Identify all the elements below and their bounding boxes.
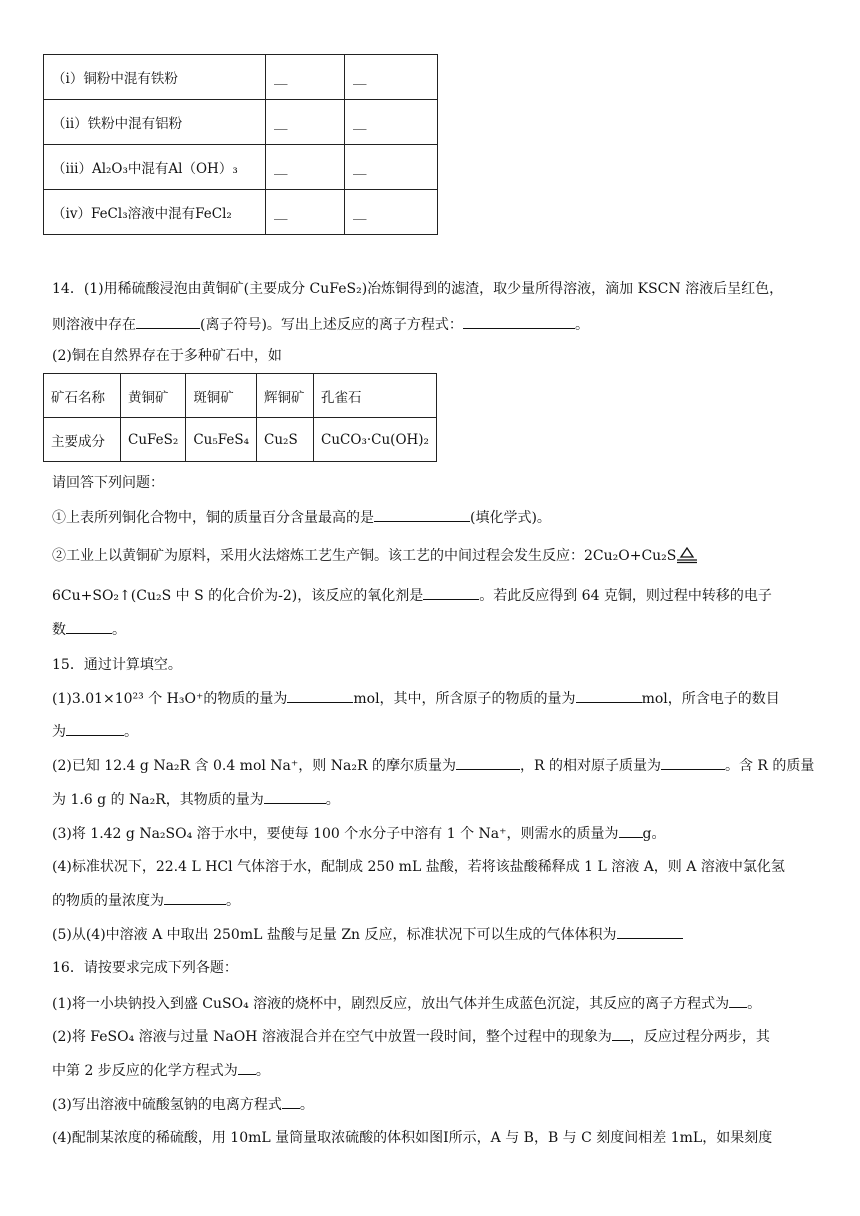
q14-line-6: ②工业上以黄铜矿为原料，采用火法熔炼工艺生产铜。该工艺的中间过程会发生反应：2Cu₂O+Cu₂S: [52, 546, 698, 566]
answer-cell[interactable]: ＿: [345, 100, 438, 145]
q15-line-5: 为 1.6 g 的 Na₂R，其物质的量为 。: [52, 789, 340, 810]
q15-line-7: (4)标准状况下，22.4 L HCl 气体溶于水，配制成 250 mL 盐酸，若将该盐酸稀释成 1 L 溶液 A，则 A 溶液中氯化氢: [52, 859, 785, 875]
separation-table: [43, 54, 438, 235]
q15-line-2: (1)3.01×10²³ 个 H₃O⁺的物质的量为 mol，其中，所含原子的物质的量为 mol，所含电子的数目: [52, 688, 780, 709]
ore-table: [43, 373, 437, 462]
table-header-cell: 矿石名称: [44, 374, 121, 418]
table-header-cell: 黄铜矿: [121, 374, 186, 418]
table-row: [44, 418, 437, 462]
answer-blank[interactable]: [287, 688, 353, 703]
q14-line-1: 14．(1)用稀硫酸浸泡由黄铜矿(主要成分 CuFeS₂)冶炼铜得到的滤渣，取少量所得溶液，滴加 KSCN 溶液后呈红色，: [52, 281, 784, 297]
answer-cell[interactable]: ＿: [266, 55, 345, 100]
answer-blank[interactable]: [456, 755, 520, 770]
q15-line-6: (3)将 1.42 g Na₂SO₄ 溶于水中，要使每 100 个水分子中溶有 1 个 Na⁺，则需水的质量为 g。: [52, 823, 666, 844]
table-row: [44, 145, 438, 190]
answer-blank[interactable]: [729, 993, 747, 1008]
table-cell: （ii）铁粉中混有铝粉: [44, 100, 266, 145]
q14-line-7: 6Cu+SO₂↑(Cu₂S 中 S 的化合价为-2)，该反应的氧化剂是 。若此反应得到 64 克铜，则过程中转移的电子: [52, 585, 772, 606]
answer-cell[interactable]: ＿: [266, 190, 345, 235]
table-cell: （iv）FeCl₃溶液中混有FeCl₂: [44, 190, 266, 235]
answer-blank[interactable]: [463, 314, 575, 329]
answer-blank[interactable]: [619, 823, 643, 838]
q15-line-8: 的物质的量浓度为 。: [52, 890, 240, 911]
table-header-cell: 孔雀石: [314, 374, 437, 418]
table-header-cell: 斑铜矿: [186, 374, 257, 418]
q16-line-3: (2)将 FeSO₄ 溶液与过量 NaOH 溶液混合并在空气中放置一段时间，整个过程中的现象为 ，反应过程分两步，其: [52, 1026, 770, 1047]
q15-line-1: 15．通过计算填空。: [52, 657, 182, 673]
q14-line-4: 请回答下列问题：: [52, 475, 164, 491]
table-row: [44, 55, 438, 100]
answer-blank[interactable]: [66, 721, 124, 736]
table-row: [44, 190, 438, 235]
answer-blank[interactable]: [612, 1026, 630, 1041]
table-cell: （iii）Al₂O₃中混有Al（OH）₃: [44, 145, 266, 190]
q16-line-4: 中第 2 步反应的化学方程式为 。: [52, 1060, 270, 1081]
q14-line-8: 数 。: [52, 619, 126, 640]
q16-line-2: (1)将一小块钠投入到盛 CuSO₄ 溶液的烧杯中，剧烈反应，放出气体并生成蓝色沉淀，其反应的离子方程式为 。: [52, 993, 761, 1014]
table-cell: 主要成分: [44, 418, 121, 462]
heat-equation-arrow-icon: [676, 546, 698, 564]
q16-line-6: (4)配制某浓度的稀硫酸，用 10mL 量筒量取浓硫酸的体积如图Ⅰ所示，A 与 B，B 与 C 刻度间相差 1mL，如果刻度: [52, 1130, 773, 1146]
answer-blank[interactable]: [576, 688, 642, 703]
answer-blank[interactable]: [136, 314, 200, 329]
q14-line-3: (2)铜在自然界存在于多种矿石中，如: [52, 348, 282, 364]
table-header-cell: 辉铜矿: [257, 374, 314, 418]
answer-blank[interactable]: [282, 1094, 300, 1109]
answer-cell[interactable]: ＿: [345, 190, 438, 235]
table-cell: Cu₂S: [257, 418, 314, 462]
q14-line-5: ①上表所列铜化合物中，铜的质量百分含量最高的是 (填化学式)。: [52, 507, 551, 528]
q15-line-9: (5)从(4)中溶液 A 中取出 250mL 盐酸与足量 Zn 反应，标准状况下可以生成的气体体积为: [52, 924, 683, 945]
table-cell: CuFeS₂: [121, 418, 186, 462]
answer-cell[interactable]: ＿: [345, 145, 438, 190]
q15-line-3: 为 。: [52, 721, 138, 742]
q15-line-4: (2)已知 12.4 g Na₂R 含 0.4 mol Na⁺，则 Na₂R 的摩尔质量为 ，R 的相对原子质量为 。含 R 的质量: [52, 755, 814, 776]
table-cell: CuCO₃·Cu(OH)₂: [314, 418, 437, 462]
answer-blank[interactable]: [164, 890, 226, 905]
table-cell: Cu₅FeS₄: [186, 418, 257, 462]
q14-line-2: 则溶液中存在 (离子符号)。写出上述反应的离子方程式： 。: [52, 314, 589, 335]
answer-cell[interactable]: ＿: [345, 55, 438, 100]
q16-line-5: (3)写出溶液中硫酸氢钠的电离方程式 。: [52, 1094, 314, 1115]
answer-blank[interactable]: [66, 619, 112, 634]
answer-blank[interactable]: [423, 585, 479, 600]
answer-blank[interactable]: [264, 789, 326, 804]
table-row: [44, 374, 437, 418]
q16-line-1: 16．请按要求完成下列各题：: [52, 960, 238, 976]
answer-cell[interactable]: ＿: [266, 145, 345, 190]
answer-blank[interactable]: [374, 507, 470, 522]
table-row: [44, 100, 438, 145]
answer-blank[interactable]: [661, 755, 725, 770]
answer-blank[interactable]: [617, 924, 683, 939]
answer-blank[interactable]: [238, 1060, 256, 1075]
answer-cell[interactable]: ＿: [266, 100, 345, 145]
table-cell: （i）铜粉中混有铁粉: [44, 55, 266, 100]
